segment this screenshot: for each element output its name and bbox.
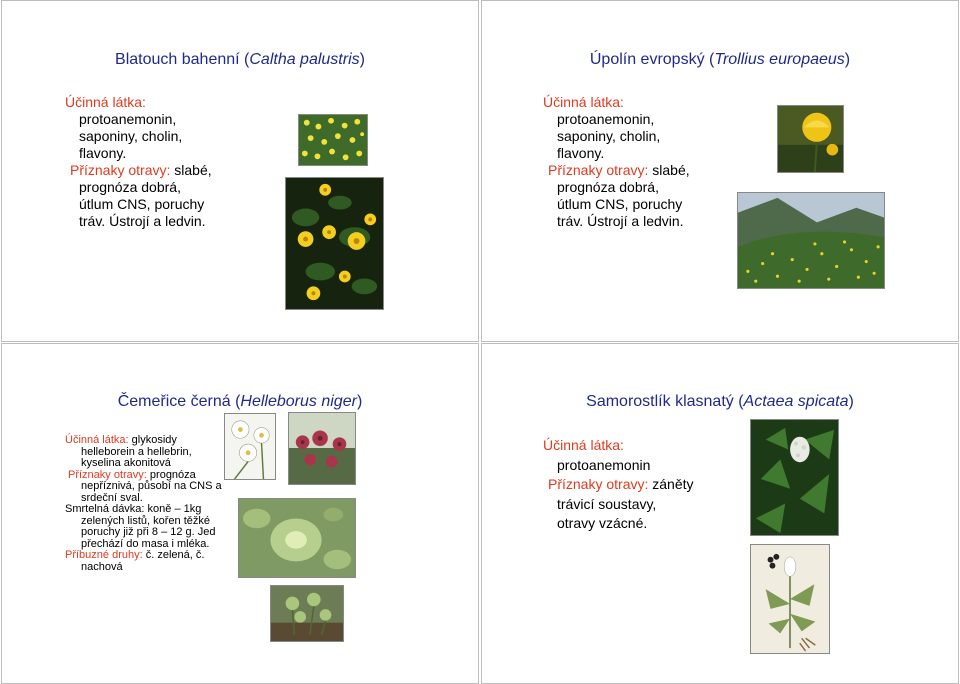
slide-title: Samorostlík klasnatý (Actaea spicata) <box>586 393 854 410</box>
green-hellebore-closeup-photo <box>238 498 356 578</box>
hellebore-red-flowers-photo <box>288 412 356 485</box>
active-substance-label: Účinná látka: <box>543 437 624 453</box>
marsh-marigold-flowers-photo <box>285 177 384 310</box>
baneberry-botanical-illustration <box>750 544 830 654</box>
slide-title: Blatouch bahenní (Caltha palustris) <box>115 51 365 68</box>
symptoms-label: Příznaky otravy: <box>548 162 649 178</box>
slide-body-text: Účinná látka: protoanemonin, saponiny, cholin, flavony. Příznaky otravy: slabé, prognóza dobrá, útlum CNS, poruchy tráv. Ústrojí a ledvin. <box>543 94 690 229</box>
marsh-marigold-field-photo <box>298 114 368 166</box>
baneberry-plant-photo <box>750 419 839 536</box>
slide-caltha <box>1 0 479 342</box>
green-hellebore-plant-photo <box>270 585 344 642</box>
slide-helleborus <box>1 343 479 684</box>
active-substance-label: Účinná látka: <box>543 94 624 110</box>
related-species-label: Příbuzné druhy: <box>65 549 143 561</box>
slide-body-text: Účinná látka: protoanemonin Příznaky otravy: záněty trávicí soustavy, otravy vzácné. <box>543 437 694 531</box>
symptoms-label: Příznaky otravy: <box>68 468 147 481</box>
active-substance-label: Účinná látka: <box>65 434 129 446</box>
slide-actaea <box>481 343 959 684</box>
globeflower-closeup-photo <box>777 105 844 173</box>
lethal-dose-text: Smrtelná dávka: koně – 1kg <box>65 503 202 515</box>
slide-title: Úpolín evropský (Trollius europaeus) <box>589 51 851 68</box>
slide-trollius <box>481 0 959 342</box>
slide-title: Čemeřice černá (Helleborus niger) <box>117 393 363 410</box>
symptoms-label: Příznaky otravy: <box>70 162 171 178</box>
symptoms-label: Příznaky otravy: <box>548 476 649 492</box>
slide-body-text: Účinná látka: protoanemonin, saponiny, cholin, flavony. Příznaky otravy: slabé, prognóza dobrá, útlum CNS, poruchy tráv. Ústrojí a ledvin. <box>65 94 212 229</box>
slide-body-text: Účinná látka: glykosidy helleborein a hellebrin, kyselina akonitová Příznaky otravy: prognóza nepříznivá, působí na CNS a srdeční sval. Smrtelná dávka: koně – 1kg zelených listů, kořen těžké poruchy již při 8 – 12 g. Jed přechází do masa i mléka. Příbuzné druhy: č. zelená, č. nachová <box>65 434 222 573</box>
active-substance-label: Účinná látka: <box>65 94 146 110</box>
globeflower-meadow-photo <box>737 192 885 289</box>
hellebore-white-flowers-photo <box>224 413 276 480</box>
